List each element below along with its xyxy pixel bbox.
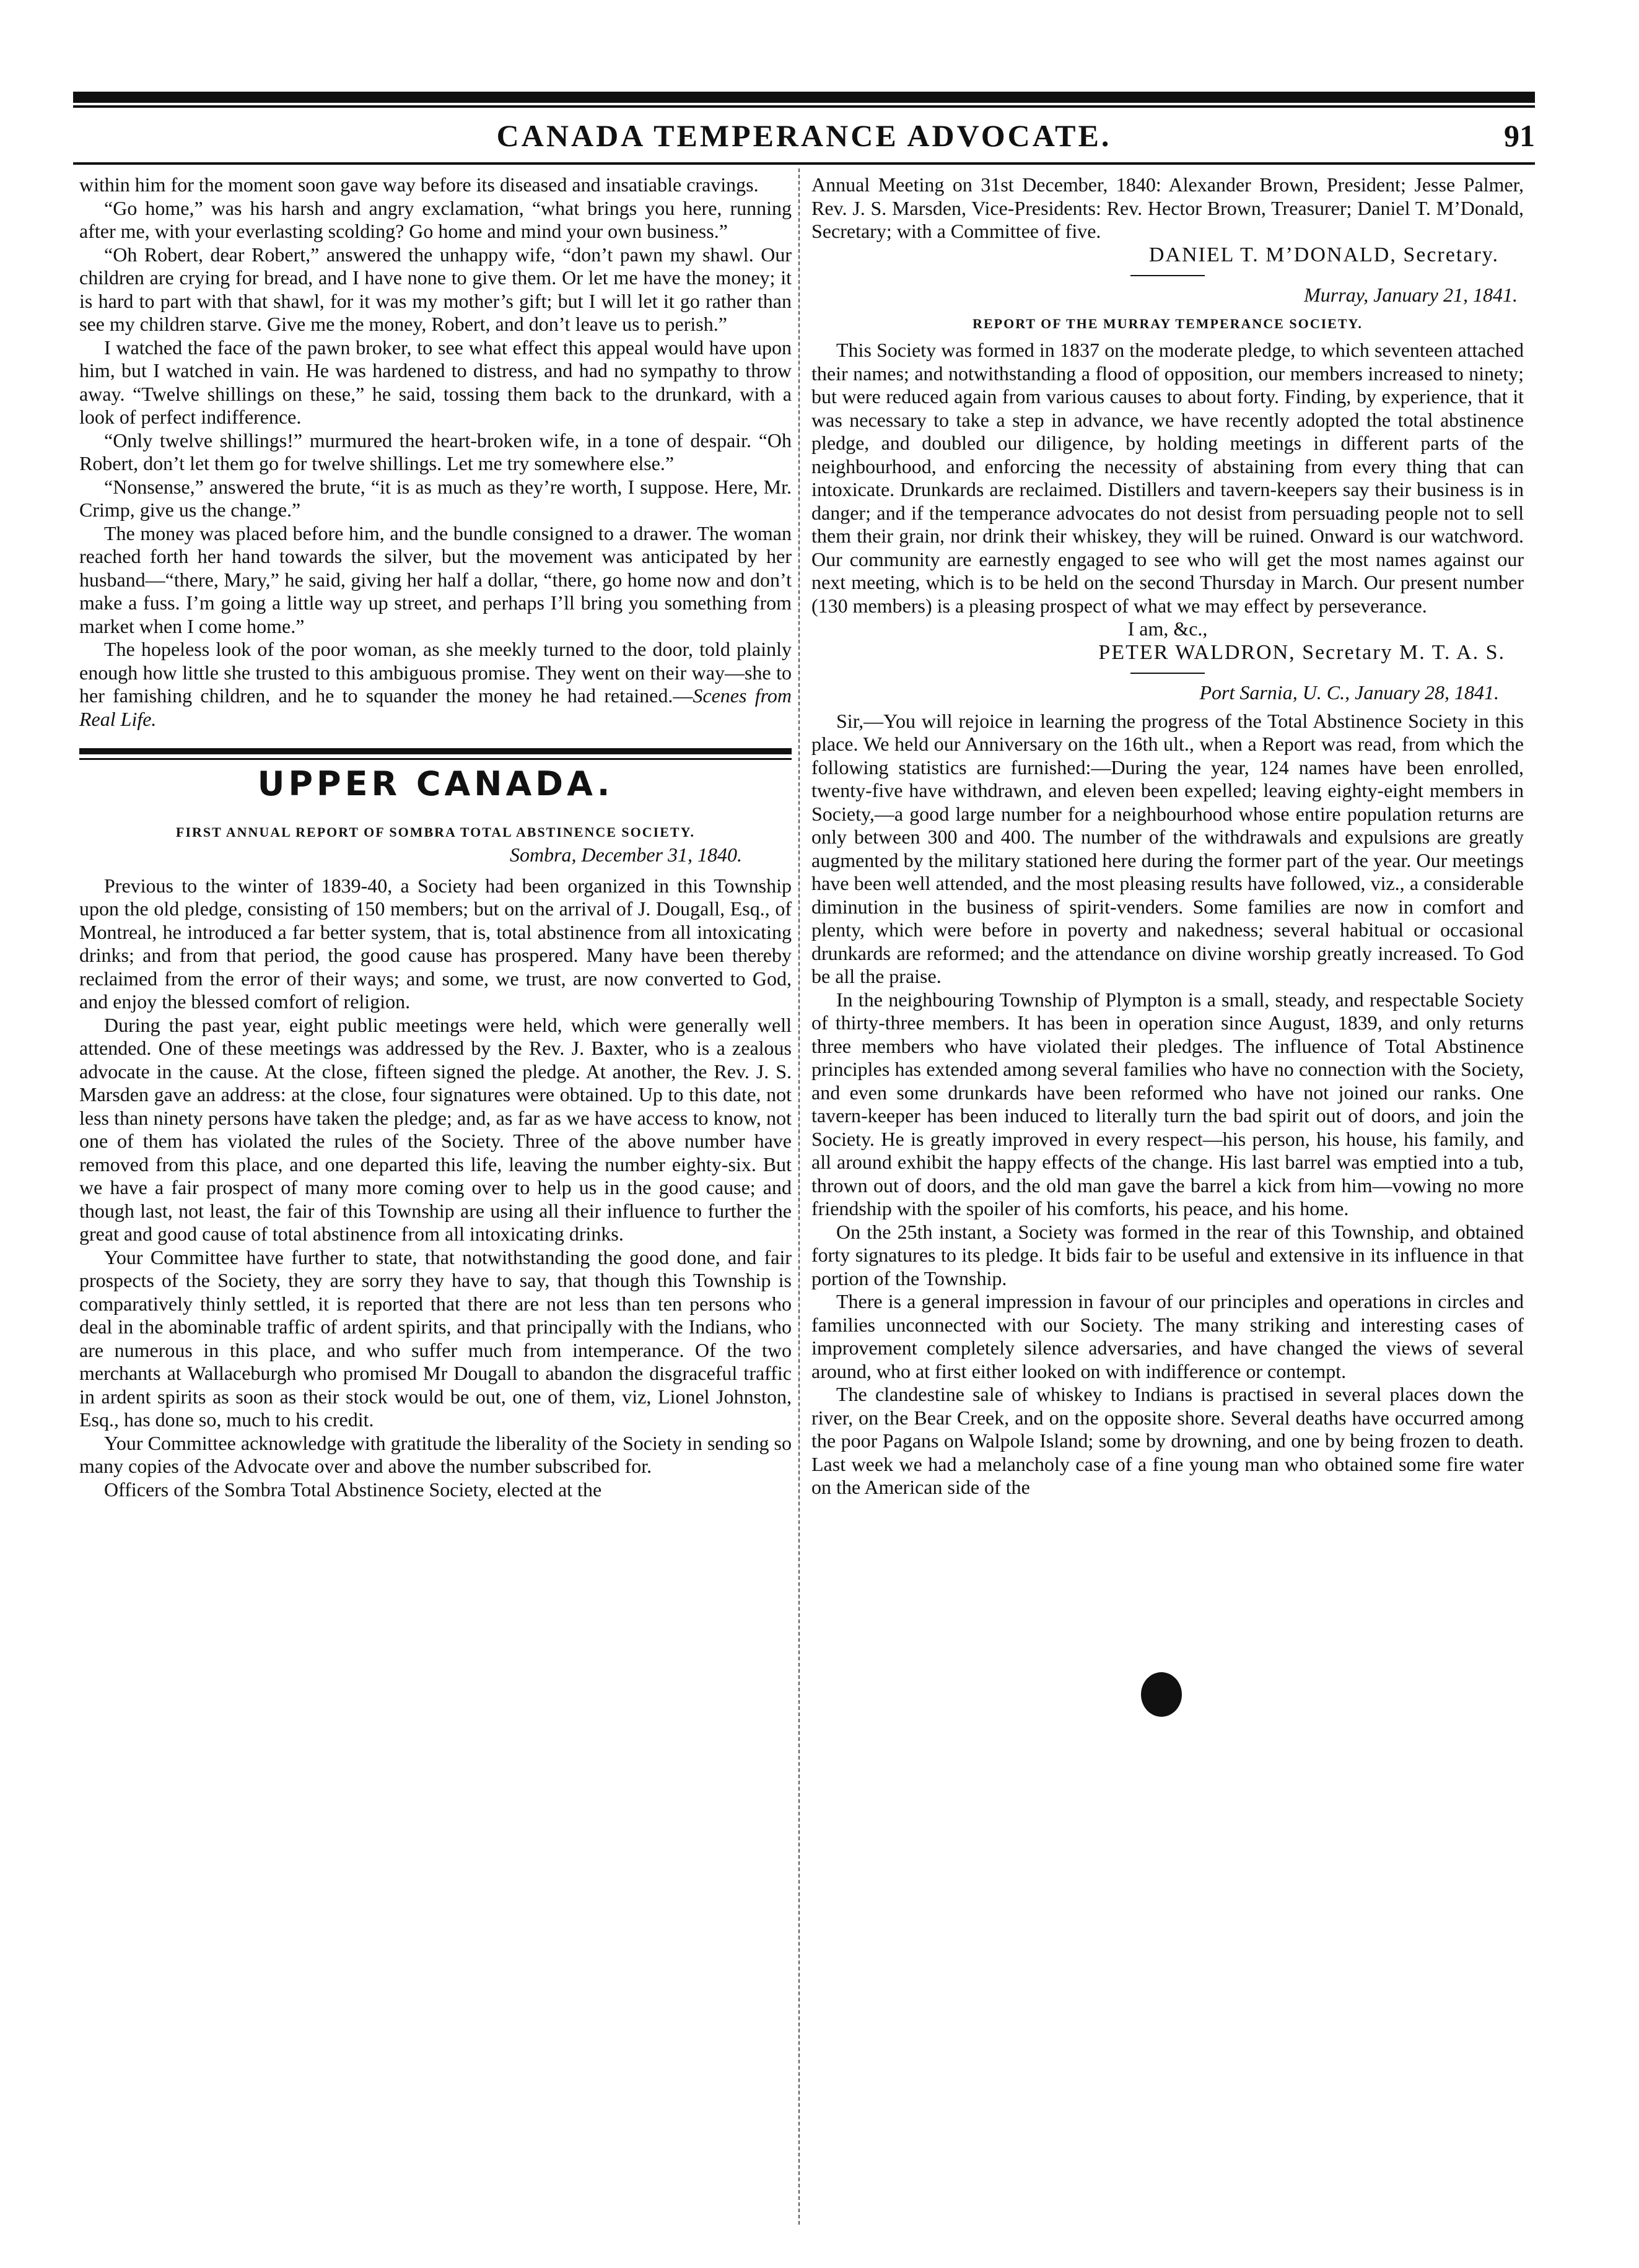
dateline: Murray, January 21, 1841. — [1304, 284, 1518, 306]
report-paragraph: Your Committee have further to state, that notwithstanding the good done, and fair prospects of the Society, they are sorry they have to say, that though this Township is comparatively thinly settled, it is reported that there are not less than ten persons who deal in the abominable traffic of ardent spirits, and that principally with the Indians, who are numerous in this place, and who suffer much from intemperance. Of the two merchants at Wallaceburgh who promised Mr Dougall to abandon the disgraceful traffic in ardent spirits as soon as their stock would be out, one of them, viz, Lionel Johnston, Esq., has done so, much to his credit. — [79, 1245, 792, 1431]
officers-paragraph: Annual Meeting on 31st December, 1840: Alexander Brown, President; Jesse Palmer, Rev. J. S. Marsden, Vice-Presidents: Rev. Hector Brown, Treasurer; Daniel T. M’Donald, Secretary; with a Committee of five. — [811, 173, 1524, 242]
report-paragraph: Your Committee acknowledge with gratitude the liberality of the Society in sending so many copies of the Advocate over and above the number subscribed for. — [79, 1431, 792, 1477]
report-title: FIRST ANNUAL REPORT OF SOMBRA TOTAL ABSTINENCE SOCIETY. — [176, 824, 695, 840]
story-paragraph: “Only twelve shillings!” murmured the heart-broken wife, in a tone of despair. “Oh Robert, don’t let them go for twelve shillings. Let me try somewhere else.” — [79, 429, 792, 474]
report-paragraph: During the past year, eight public meetings were held, which were generally well attended. One of these meetings was addressed by the Rev. J. Baxter, who is a zealous advocate in the cause. At the close, fifteen signed the pledge. At another, the Rev. J. S. Marsden gave an address: at the close, four signatures were obtained. Up to this date, not less than ninety persons have taken the pledge; and, as far as we have access to know, not one of them has violated the rules of the Society. Three of the above number have removed from this place, and one departed this life, leaving the number eighty-six. But we have a fair prospect of many more coming over to help us in the good cause; and though last, not least, the fair of this Township are using all their influence to further the great and good cause of total abstinence from all intoxicating drinks. — [79, 1013, 792, 1245]
page-header — [73, 118, 1535, 155]
dateline: Port Sarnia, U. C., January 28, 1841. — [1199, 681, 1499, 704]
letter-paragraph: The clandestine sale of whiskey to Indians is practised in several places down the river, on the Bear Creek, and on the opposite shore. Several deaths have occurred among the poor Pagans on Walpole Island; some by drowning, and one by being frozen to death. Last week we had a melancholy case of a fine young man who obtained some fire water on the American side of the — [811, 1383, 1524, 1498]
running-title: CANADA TEMPERANCE ADVOCATE. — [496, 118, 1112, 153]
page-number: 91 — [1504, 118, 1535, 153]
ink-blot — [1141, 1672, 1182, 1717]
top-rule — [73, 92, 1535, 103]
column-divider — [798, 168, 801, 2225]
story-paragraph: I watched the face of the pawn broker, to see what effect this appeal would have upon him, but I watched in vain. He was hardened to distress, and had no sympathy to throw away. “Twelve shillings on these,” he said, tossing them back to the drunkard, with a look of perfect indifference. — [79, 336, 792, 428]
letter-paragraph: In the neighbouring Township of Plympton is a small, steady, and respectable Society of thirty-three members. It has been in operation since August, 1839, and only returns three members who have violated their pledges. The influence of Total Abstinence principles has extended among several families who have no connection with the Society, and even some drunkards have been reformed who have not joined our ranks. One tavern-keeper has been induced to literally turn the bad spirit out of doors, and join the Society. He is greatly improved in every respect—his person, his house, his family, and all around exhibit the happy effects of the change. His last barrel was emptied into a tub, thrown out of doors, and the old man gave the barrel a kick from him—vowing no more friendship with the spoiler of his comforts, his peace, and his home. — [811, 988, 1524, 1219]
letter-paragraph: Sir,—You will rejoice in learning the progress of the Total Abstinence Society in this place. We held our Anniversary on the 16th ult., when a Report was read, from which the following statistics are furnished:—During the year, 124 names have been enrolled, twenty-five have withdrawn, and eleven been expelled; leaving eighty-eight members in Society,—a good large number for a neighbourhood whose entire population returns are only between 300 and 400. The number of the withdrawals and expulsions are greatly augmented by the military stationed here during the former part of the year. Our meetings have been well attended, and the most pleasing results have followed, viz., a considerable diminution in the business of spirit-venders. Some families are now in comfort and plenty, which were before in poverty and nakedness; several habitual or occasional drunkards are reformed; and the attendance on divine worship greatly increased. To God be all the praise. — [811, 709, 1524, 987]
left-column — [79, 173, 792, 1501]
short-rule — [1130, 673, 1205, 674]
section-rule — [79, 748, 792, 754]
story-paragraph: “Go home,” was his harsh and angry exclamation, “what brings you here, running after me, with your everlasting scolding? Go home and mind your own business.” — [79, 196, 792, 242]
story-text: The hopeless look of the poor woman, as she meekly turned to the door, told plainly enough how little she trusted to this ambiguous promise. They went on their way—she to her famishing children, and he to squander the money he had retained.— — [79, 638, 792, 707]
story-paragraph: within him for the moment soon gave way before its diseased and insatiable cravings. — [79, 173, 759, 196]
section-heading: UPPER CANADA. — [257, 764, 614, 803]
story-paragraph: “Oh Robert, dear Robert,” answered the unhappy wife, “don’t pawn my shawl. Our children are crying for bread, and I have none to give them. Or let me have the money; it is hard to part with that shawl, for it was my mother’s gift; but I will let it go rather than see my children starve. Give me the money, Robert, and don’t leave us to perish.” — [79, 243, 792, 335]
right-column — [811, 173, 1524, 1499]
dateline: Sombra, December 31, 1840. — [509, 844, 742, 866]
top-rule-thin — [73, 105, 1535, 108]
closing: I am, &c., — [1127, 617, 1208, 640]
signature: PETER WALDRON, Secretary M. T. A. S. — [1098, 640, 1505, 664]
letter-paragraph: There is a general impression in favour of our principles and operations in circles and families unconnected with our Society. The many striking and interesting cases of improvement completely silence adversaries, and have changed the views of several around, who at first either looked on with indifference or contempt. — [811, 1290, 1524, 1382]
report-paragraph: This Society was formed in 1837 on the moderate pledge, to which seventeen attached their names; and notwithstanding a flood of opposition, our members increased to ninety; but were reduced again from various causes to about forty. Finding, by experience, that it was necessary to take a step in advance, we have recently adopted the total abstinence pledge, and doubled our diligence, by holding meetings in different parts of the neighbourhood, and enforcing the necessity of abstaining from every thing that can intoxicate. Drunkards are reclaimed. Distillers and tavern-keepers say their business is in danger; and if the temperance advocates do not desist from persuading people not to sell them their grain, nor drink their whiskey, they will be ruined. Onward is our watchword. Our community are earnestly engaged to see who will get the most names against our next meeting, which is to be held on the second Thursday in March. Our present number (130 members) is a pleasing prospect of what we may effect by perseverance. — [811, 339, 1524, 617]
short-rule — [1130, 275, 1205, 276]
report-title: REPORT OF THE MURRAY TEMPERANCE SOCIETY. — [972, 315, 1363, 331]
letter-paragraph: On the 25th instant, a Society was formed in the rear of this Township, and obtained forty signatures to its pledge. It bids fair to be useful and extensive in its influence in that portion of the Township. — [811, 1220, 1524, 1289]
story-paragraph: The money was placed before him, and the bundle consigned to a drawer. The woman reached forth her hand towards the silver, but the movement was anticipated by her husband—“there, Mary,” he said, giving her half a dollar, “there, go home now and don’t make a fuss. I’m going a little way up street, and perhaps I’ll bring you something from market when I come home.” — [79, 521, 792, 637]
header-rule — [73, 162, 1535, 165]
report-paragraph: Officers of the Sombra Total Abstinence Society, elected at the — [104, 1478, 602, 1501]
section-rule-thin — [79, 758, 792, 760]
story-paragraph-final — [79, 638, 792, 731]
signature: DANIEL T. M’DONALD, Secretary. — [1148, 243, 1499, 266]
report-paragraph: Previous to the winter of 1839-40, a Society had been organized in this Township upon the old pledge, consisting of 150 members; but on the arrival of J. Dougall, Esq., of Montreal, he introduced a far better system, that is, total abstinence from all intoxicating drinks; and from that period, the good cause has prospered. Many have been thereby reclaimed from the error of their ways; and some, we trust, are now converted to God, and enjoy the blessed comfort of religion. — [79, 874, 792, 1013]
story-source: Scenes from Real Life. — [79, 684, 792, 730]
story-paragraph: “Nonsense,” answered the brute, “it is as much as they’re worth, I suppose. Here, Mr. Crimp, give us the change.” — [79, 475, 792, 521]
